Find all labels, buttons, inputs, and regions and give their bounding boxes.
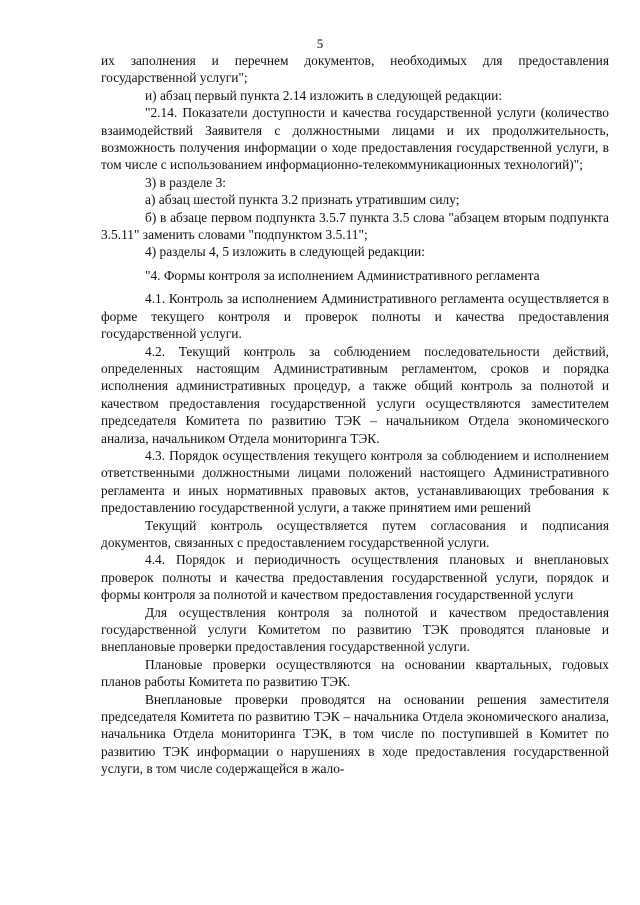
paragraph: и) абзац первый пункта 2.14 изложить в следующей редакции: xyxy=(145,87,503,103)
paragraph: б) в абзаце первом подпункта 3.5.7 пункта 3.5 слова "абзацем вторым подпункта 3.5.11" заменить словами "подпунктом 3.5.11"; xyxy=(101,209,609,243)
paragraph: а) абзац шестой пункта 3.2 признать утратившим силу; xyxy=(145,192,460,208)
paragraph: 4.3. Порядок осуществления текущего контроля за соблюдением и исполнением ответственными должностными лицами положений настоящего Административного регламента и иных нормативных правовых актов, устанавливающих требования к предоставлению государственной услуги, а также принятием ими решений xyxy=(101,447,609,516)
paragraph: Внеплановые проверки проводятся на основании решения заместителя председателя Комитета по развитию ТЭК – начальника Отдела экономического анализа, начальника Отдела мониторинга ТЭК, в том числе по поступившей в Комитет по развитию ТЭК информации о нарушениях в ходе предоставления государственной услуги, в том числе содержащейся в жало- xyxy=(101,691,609,777)
paragraph: Текущий контроль осуществляется путем согласования и подписания документов, связанных с предоставлением государственной услуги. xyxy=(101,517,609,550)
paragraph: 4.1. Контроль за исполнением Административного регламента осуществляется в форме текущего контроля и проверок полноты и качества предоставления государственной услуги. xyxy=(101,291,609,342)
paragraph: 4.4. Порядок и периодичность осуществления плановых и внеплановых проверок полноты и качества предоставления государственной услуги, порядок и формы контроля за полнотой и качеством предоставления государственной услуги xyxy=(101,552,609,603)
paragraph: их заполнения и перечнем документов, необходимых для предоставления государственной услуги"; xyxy=(101,53,609,86)
section-heading: "4. Формы контроля за исполнением Административного регламента xyxy=(145,267,540,283)
paragraph: 4) разделы 4, 5 изложить в следующей редакции: xyxy=(145,244,425,260)
paragraph: 3) в разделе 3: xyxy=(145,174,227,190)
paragraph: "2.14. Показатели доступности и качества государственной услуги (количество взаимодействий Заявителя с должностными лицами и их продолжительность, возможность получения информации о ходе предоставления государственной услуги, в том числе с использованием информационно-телекоммуникационных технологий)"; xyxy=(101,105,609,173)
paragraph: Плановые проверки осуществляются на основании квартальных, годовых планов работы Комитета по развитию ТЭК. xyxy=(101,656,609,690)
document-body xyxy=(101,52,609,778)
page-number: 5 xyxy=(316,36,324,51)
paragraph: Для осуществления контроля за полнотой и качеством предоставления государственной услуги Комитетом по развитию ТЭК проводятся плановые и внеплановые проверки предоставления государственной услуги. xyxy=(101,604,609,655)
paragraph: 4.2. Текущий контроль за соблюдением последовательности действий, определенных настоящим Административным регламентом, сроков и порядка исполнения административных процедур, а также общий контроль за полнотой и качеством предоставления государственной услуги осуществляются заместителем председателя Комитета по развитию ТЭК – начальником Отдела экономического анализа, начальником Отдела мониторинга ТЭК. xyxy=(101,343,609,446)
